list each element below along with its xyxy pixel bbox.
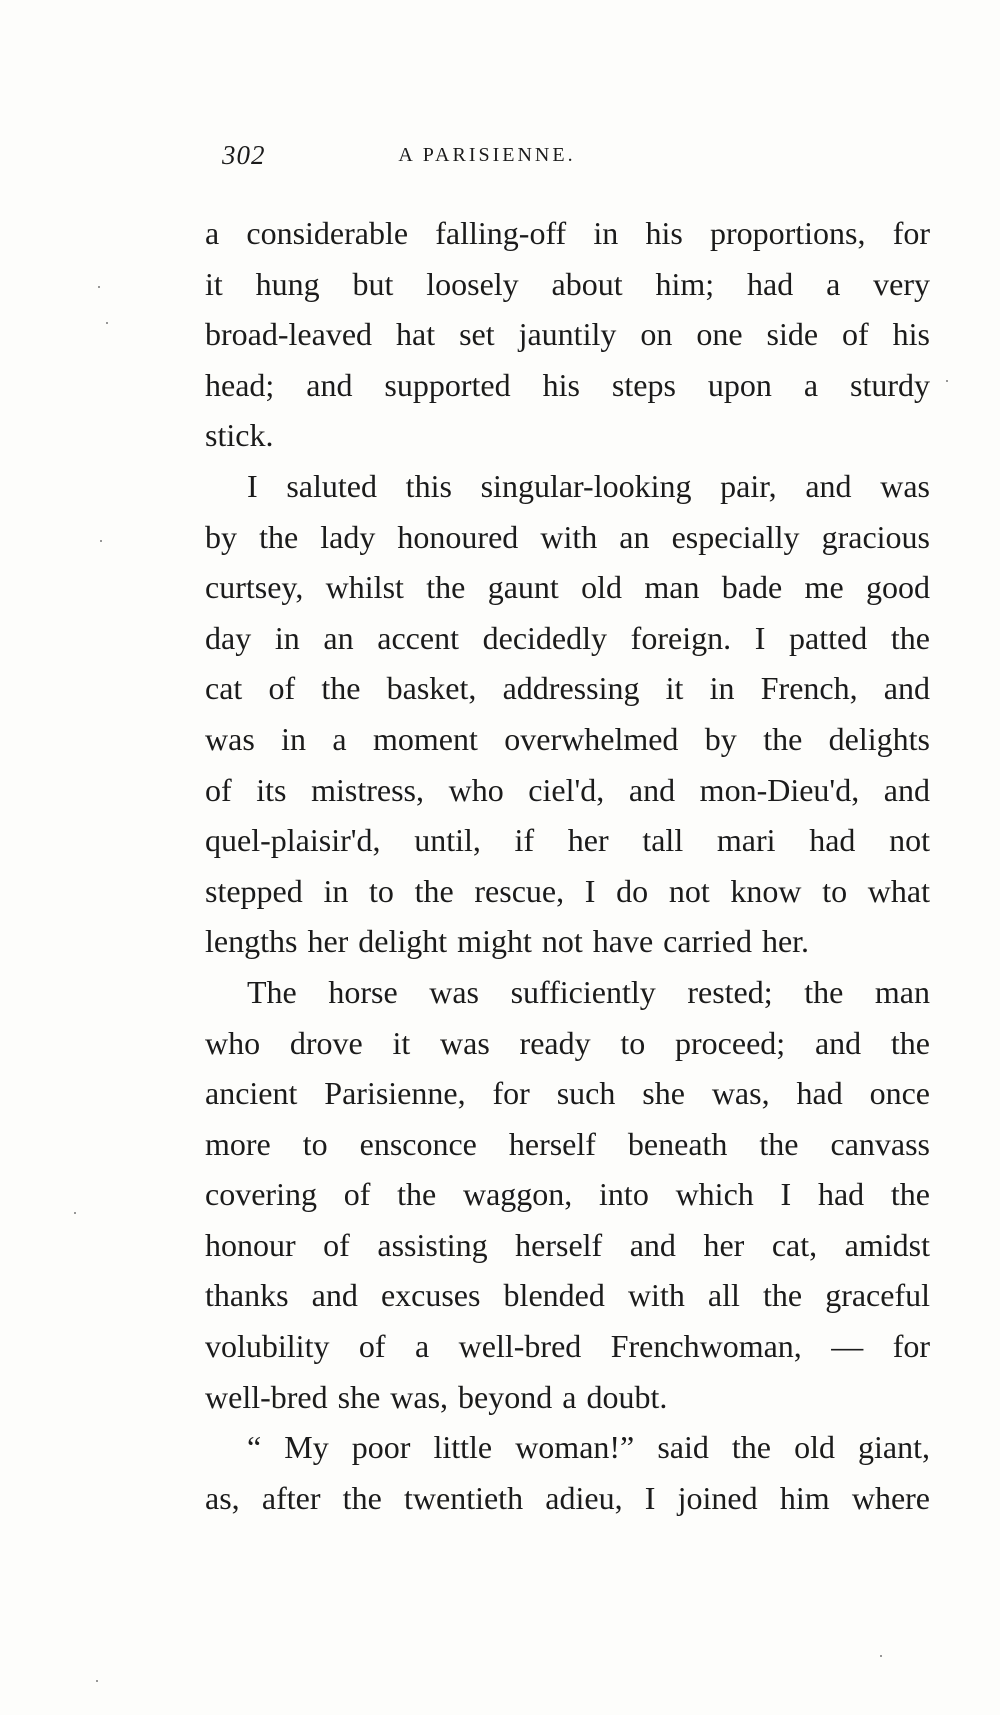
text-line: day in an accent decidedly foreign. I patted the	[205, 619, 930, 656]
text-line: cat of the basket, addressing it in French, and	[205, 670, 930, 707]
text-line: “ My poor little woman!” said the old giant,	[247, 1429, 930, 1466]
scan-speck	[74, 1212, 76, 1214]
scan-speck	[100, 540, 102, 542]
running-head	[222, 140, 692, 180]
running-title: A PARISIENNE.	[398, 144, 576, 166]
text-line: volubility of a well-bred Frenchwoman, — for	[205, 1328, 930, 1365]
text-line: broad-leaved hat set jauntily on one side of his	[205, 316, 930, 353]
text-line: stepped in to the rescue, I do not know to what	[205, 872, 930, 909]
text-line: who drove it was ready to proceed; and the	[205, 1024, 930, 1061]
text-line: it hung but loosely about him; had a very	[205, 265, 930, 302]
text-line: well-bred she was, beyond a doubt.	[205, 1378, 668, 1415]
text-line: quel-plaisir'd, until, if her tall mari had not	[205, 822, 930, 859]
text-line: curtsey, whilst the gaunt old man bade me good	[205, 569, 930, 606]
scan-speck	[98, 286, 100, 288]
scan-speck	[946, 380, 948, 382]
text-line: a considerable falling-off in his proportions, for	[205, 215, 930, 251]
text-line: lengths her delight might not have carried her.	[205, 923, 810, 960]
text-line: more to ensconce herself beneath the canvass	[205, 1125, 930, 1162]
text-line: stick.	[205, 417, 274, 454]
text-line: honour of assisting herself and her cat, amidst	[205, 1226, 930, 1263]
scan-speck	[880, 1655, 882, 1657]
text-line: The horse was sufficiently rested; the man	[247, 973, 930, 1010]
text-line: by the lady honoured with an especially gracious	[205, 518, 930, 555]
text-line: thanks and excuses blended with all the graceful	[205, 1277, 930, 1314]
text-line: covering of the waggon, into which I had the	[205, 1176, 930, 1213]
scan-speck	[106, 322, 108, 324]
body-text	[205, 208, 930, 1523]
page-number: 302	[222, 140, 266, 170]
text-line: was in a moment overwhelmed by the delights	[205, 720, 930, 757]
text-line: head; and supported his steps upon a sturdy	[205, 366, 930, 403]
text-line: as, after the twentieth adieu, I joined him where	[205, 1479, 930, 1516]
text-line: I saluted this singular-looking pair, and was	[247, 467, 930, 504]
text-line: of its mistress, who ciel'd, and mon-Dieu'd, and	[205, 771, 930, 808]
text-line: ancient Parisienne, for such she was, had once	[205, 1075, 930, 1112]
scan-speck	[96, 1680, 98, 1682]
